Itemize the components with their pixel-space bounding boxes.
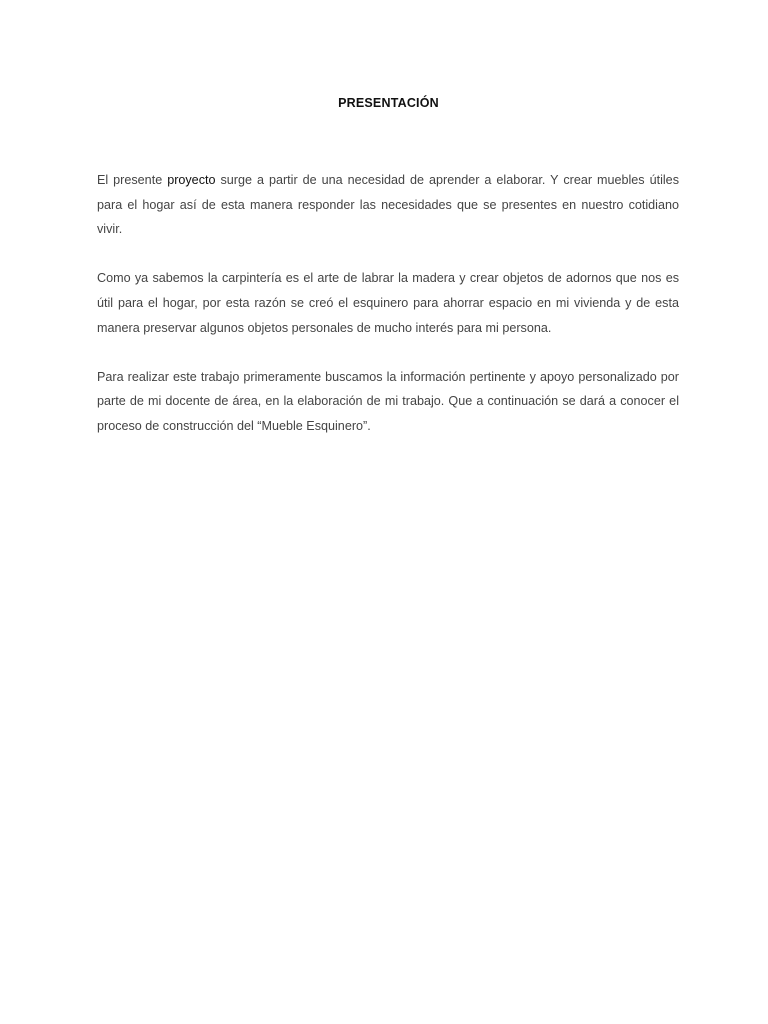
paragraph-1 [97, 168, 679, 242]
paragraph-1-start: El presente [97, 173, 168, 187]
paragraph-3: Para realizar este trabajo primeramente buscamos la información pertinente y apoyo personalizado por parte de mi docente de área, en la elaboración de mi trabajo. Que a continuación se dará a conocer el proceso de construcción del “Mueble Esquinero”. [97, 369, 679, 433]
paragraph-1-rest: surge a partir de una necesidad de aprender a elaborar. Y crear muebles útiles para el hogar así de esta manera responder las necesidades que se presentes en nuestro cotidiano vivir. [97, 173, 679, 237]
paragraph-2: Como ya sabemos la carpintería es el arte de labrar la madera y crear objetos de adornos que nos es útil para el hogar, por esta razón se creó el esquinero para ahorrar espacio en mi vivienda y de esta manera preservar algunos objetos personales de mucho interés para mi persona. [97, 271, 679, 335]
document-body [97, 168, 679, 463]
highlighted-word: proyecto [167, 173, 216, 187]
page-title: PRESENTACIÓN [338, 96, 439, 110]
